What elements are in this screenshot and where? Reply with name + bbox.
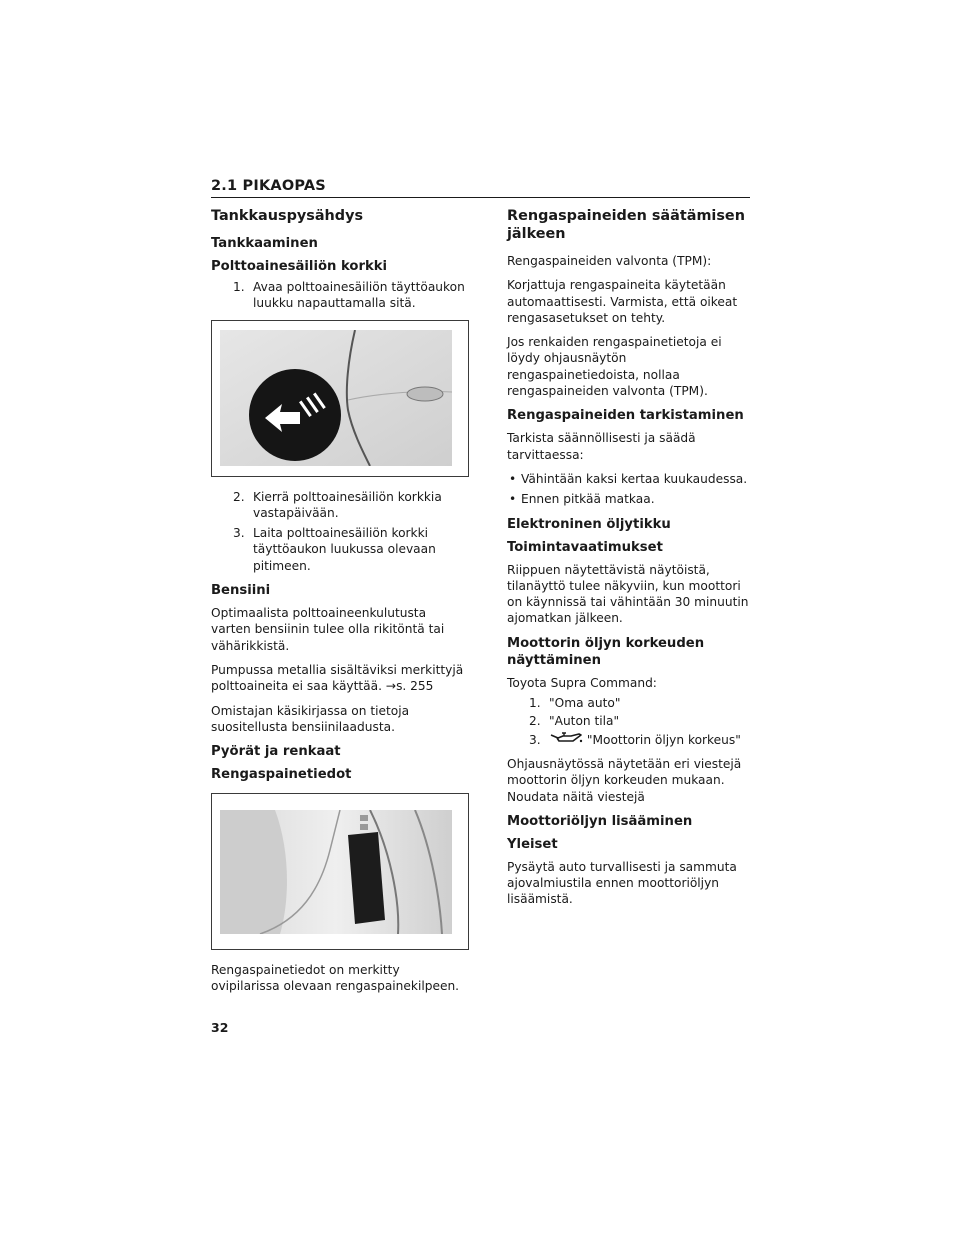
right-column <box>507 207 755 908</box>
refuel-title: Tankkauspysähdys <box>211 208 364 224</box>
fuel-steps-a <box>211 279 469 312</box>
tpm-paragraph-2: Jos renkaiden rengaspainetietoja ei löydy ohjausnäytön rengaspainetiedoista, nollaa rengaspaineiden valvonta (TPM). <box>507 335 722 399</box>
list-item: • Vähintään kaksi kertaa kuukaudessa. <box>507 471 755 487</box>
list-item: 1. "Oma auto" <box>529 696 621 711</box>
oil-can-icon <box>549 732 583 746</box>
list-item: • Ennen pitkää matkaa. <box>507 491 755 507</box>
fuel-door-figure <box>211 320 469 477</box>
modes-heading: Toimintavaatimukset <box>507 539 663 555</box>
petrol-paragraph-2: Pumpussa metallia sisältäviksi merkittyjä polttoaineita ei saa käyttää. →s. 255 <box>211 662 464 694</box>
fuel-door-illustration <box>220 330 452 466</box>
supra-command-label: Toyota Supra Command: <box>507 675 657 690</box>
section-header: 2.1 PIKAOPAS <box>211 178 750 198</box>
petrol-heading: Bensiini <box>211 583 271 599</box>
tyre-label-figure <box>211 793 469 950</box>
oil-display-heading: Moottorin öljyn korkeuden näyttäminen <box>507 635 705 668</box>
fuel-cap-heading: Polttoainesäiliön korkki <box>211 259 388 274</box>
check-bullets <box>507 471 755 508</box>
list-item: 1. Avaa polttoainesäiliön täyttöaukon luukku napauttamalla sitä. <box>233 280 465 311</box>
oil-display-paragraph: Ohjausnäytössä näytetään eri viestejä moottorin öljyn korkeuden mukaan. Noudata näitä viestejä <box>507 756 742 804</box>
list-item: 3. "Moottorin öljyn korkeus" <box>529 732 741 747</box>
general-heading: Yleiset <box>507 836 558 852</box>
tpm-paragraph-1: Korjattuja rengaspaineita käytetään automaattisesti. Varmista, että oikeat rengasasetukset on tehty. <box>507 278 738 325</box>
list-item: 3. Laita polttoainesäiliön korkki täyttöaukon luukussa olevaan pitimeen. <box>233 526 436 573</box>
petrol-paragraph-1: Optimaalista polttoaineenkulutusta varten bensiinin tulee olla rikitöntä tai vähärikkistä. <box>211 606 445 653</box>
oil-display-steps <box>507 695 755 748</box>
general-paragraph: Pysäytä auto turvallisesti ja sammuta ajovalmiustila ennen moottoriöljyn lisäämistä. <box>507 859 737 907</box>
check-paragraph: Tarkista säännöllisesti ja säädä tarvittaessa: <box>507 431 696 462</box>
tyre-info-heading: Rengaspainetiedot <box>211 767 352 783</box>
tyre-info-paragraph: Rengaspainetiedot on merkitty ovipilarissa olevaan rengaspainekilpeen. <box>211 963 460 994</box>
check-heading: Rengaspaineiden tarkistaminen <box>507 408 744 424</box>
wheels-heading: Pyörät ja renkaat <box>211 744 341 760</box>
modes-paragraph: Riippuen näytettävistä näytöistä, tilanäyttö tulee näkyviin, kun moottori on käynnissä tai vähintään 30 minuutin ajomatkan jälkeen. <box>507 562 749 626</box>
add-oil-heading: Moottoriöljyn lisääminen <box>507 813 693 829</box>
list-item: 2. "Auton tila" <box>529 714 620 729</box>
page-number: 32 <box>211 1020 229 1035</box>
tpm-label: Rengaspaineiden valvonta (TPM): <box>507 254 712 268</box>
after-adjust-heading: Rengaspaineiden säätämisen jälkeen <box>507 208 745 242</box>
list-item: 2. Kierrä polttoainesäiliön korkkia vastapäivään. <box>233 489 442 520</box>
fuel-steps-b <box>211 489 469 574</box>
refueling-heading: Tankkaaminen <box>211 236 318 251</box>
dipstick-heading: Elektroninen öljytikku <box>507 516 671 532</box>
door-pillar-illustration <box>220 810 452 934</box>
left-column <box>211 207 469 995</box>
petrol-paragraph-3: Omistajan käsikirjassa on tietoja suositellusta bensiinilaadusta. <box>211 703 410 734</box>
